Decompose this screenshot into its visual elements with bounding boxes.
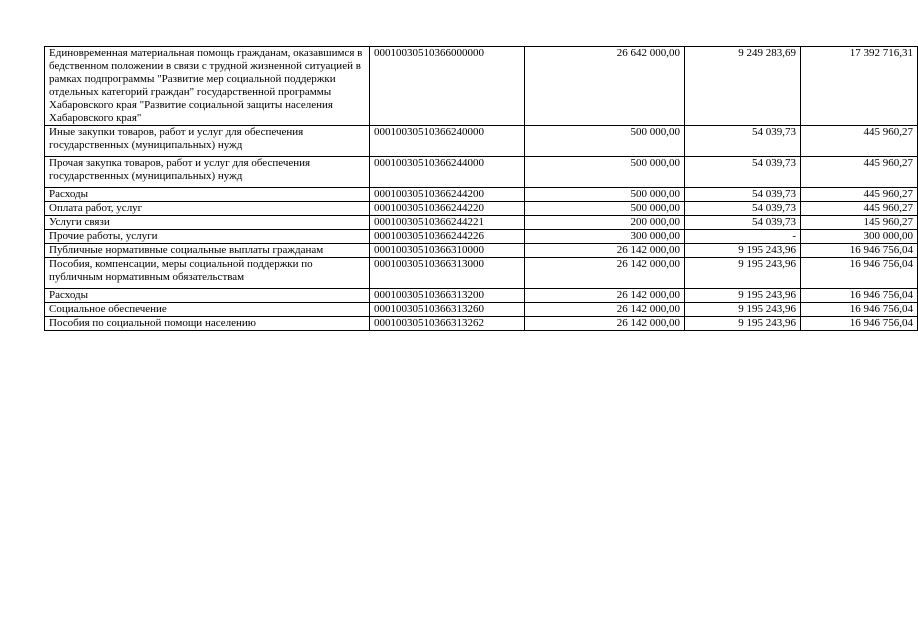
row-code: 00010030510366244221 (370, 216, 525, 230)
row-remaining: 16 946 756,04 (801, 317, 918, 331)
row-name: Услуги связи (45, 216, 370, 230)
row-name: Пособия по социальной помощи населению (45, 317, 370, 331)
row-executed: 54 039,73 (685, 126, 801, 157)
row-executed: - (685, 230, 801, 244)
row-remaining: 16 946 756,04 (801, 303, 918, 317)
row-name: Прочая закупка товаров, работ и услуг для обеспечения государственных (муниципальных) нужд (45, 157, 370, 188)
table-row (45, 126, 918, 157)
table-row (45, 230, 918, 244)
row-executed: 9 195 243,96 (685, 303, 801, 317)
row-remaining: 445 960,27 (801, 188, 918, 202)
row-name: Социальное обеспечение (45, 303, 370, 317)
row-code: 00010030510366244000 (370, 157, 525, 188)
row-approved: 300 000,00 (525, 230, 685, 244)
row-code: 00010030510366310000 (370, 244, 525, 258)
row-name: Прочие работы, услуги (45, 230, 370, 244)
budget-execution-table (44, 46, 918, 331)
table-row (45, 303, 918, 317)
row-approved: 26 142 000,00 (525, 289, 685, 303)
row-approved: 500 000,00 (525, 157, 685, 188)
row-executed: 9 249 283,69 (685, 47, 801, 126)
row-code: 00010030510366313262 (370, 317, 525, 331)
row-name: Публичные нормативные социальные выплаты гражданам (45, 244, 370, 258)
row-remaining: 145 960,27 (801, 216, 918, 230)
row-name: Иные закупки товаров, работ и услуг для обеспечения государственных (муниципальных) нужд (45, 126, 370, 157)
table-row (45, 188, 918, 202)
row-remaining: 300 000,00 (801, 230, 918, 244)
row-code: 00010030510366244226 (370, 230, 525, 244)
row-code: 00010030510366313000 (370, 258, 525, 289)
row-approved: 26 142 000,00 (525, 244, 685, 258)
table-row (45, 258, 918, 289)
row-remaining: 445 960,27 (801, 202, 918, 216)
row-executed: 54 039,73 (685, 216, 801, 230)
row-approved: 26 142 000,00 (525, 317, 685, 331)
row-name: Единовременная материальная помощь гражданам, оказавшимся в бедственном положении в связи с трудной жизненной ситуацией в рамках подпрограммы "Развитие мер социальной поддержки отдельных категорий граждан" государственной программы Хабаровского края "Развитие социальной защиты населения Хабаровского края" (45, 47, 370, 126)
row-name: Оплата работ, услуг (45, 202, 370, 216)
row-remaining: 445 960,27 (801, 126, 918, 157)
row-remaining: 17 392 716,31 (801, 47, 918, 126)
row-name: Расходы (45, 188, 370, 202)
row-executed: 54 039,73 (685, 188, 801, 202)
row-approved: 26 142 000,00 (525, 258, 685, 289)
table-row (45, 47, 918, 126)
row-executed: 54 039,73 (685, 202, 801, 216)
row-executed: 9 195 243,96 (685, 258, 801, 289)
row-code: 00010030510366240000 (370, 126, 525, 157)
row-approved: 200 000,00 (525, 216, 685, 230)
table-row (45, 289, 918, 303)
table-row (45, 157, 918, 188)
row-name: Пособия, компенсации, меры социальной поддержки по публичным нормативным обязательствам (45, 258, 370, 289)
table-row (45, 202, 918, 216)
table-row (45, 244, 918, 258)
row-approved: 26 142 000,00 (525, 303, 685, 317)
row-code: 00010030510366244220 (370, 202, 525, 216)
row-executed: 9 195 243,96 (685, 244, 801, 258)
row-code: 00010030510366313200 (370, 289, 525, 303)
row-remaining: 445 960,27 (801, 157, 918, 188)
table-row (45, 317, 918, 331)
row-approved: 500 000,00 (525, 126, 685, 157)
row-executed: 9 195 243,96 (685, 289, 801, 303)
row-code: 00010030510366000000 (370, 47, 525, 126)
row-executed: 54 039,73 (685, 157, 801, 188)
row-code: 00010030510366244200 (370, 188, 525, 202)
row-name: Расходы (45, 289, 370, 303)
table-row (45, 216, 918, 230)
row-approved: 500 000,00 (525, 202, 685, 216)
row-approved: 26 642 000,00 (525, 47, 685, 126)
row-executed: 9 195 243,96 (685, 317, 801, 331)
row-approved: 500 000,00 (525, 188, 685, 202)
row-remaining: 16 946 756,04 (801, 244, 918, 258)
row-remaining: 16 946 756,04 (801, 289, 918, 303)
row-code: 00010030510366313260 (370, 303, 525, 317)
row-remaining: 16 946 756,04 (801, 258, 918, 289)
